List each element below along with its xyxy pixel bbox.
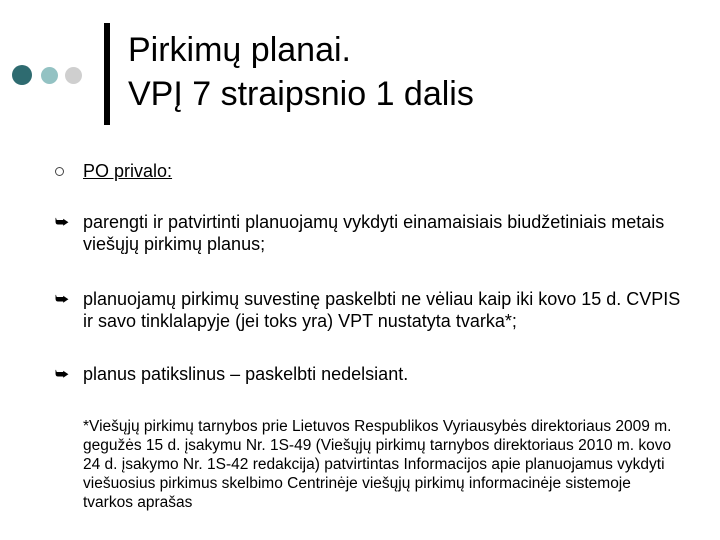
title-line-1: Pirkimų planai. — [128, 31, 351, 69]
slide-title — [128, 28, 474, 116]
title-divider — [104, 23, 110, 125]
content-heading: PO privalo: — [83, 161, 173, 181]
arrow-bullet-icon: ⮩ — [55, 214, 69, 231]
title-line-2: VPĮ 7 straipsnio 1 dalis — [128, 75, 474, 113]
footnote: *Viešųjų pirkimų tarnybos prie Lietuvos Respublikos Vyriausybės direktoriaus 2009 m. gegužės 15 d. įsakymu Nr. 1S-49 (Viešųjų pirkimų tarnybos direktoriaus 2010 m. kovo 24 d. įsakymo Nr. 1S-42 redakcija) patvirtintas Informacijos apie planuojamus vykdyti viešuosius pirkimus skelbimo Centrinėje viešųjų pirkimų informacinėje sistemoje tvarkos aprašas — [83, 418, 672, 511]
circle-bullet-icon — [55, 167, 64, 176]
list-item: planuojamų pirkimų suvestinę paskelbti ne vėliau kaip iki kovo 15 d. CVPIS ir savo tinklalapyje (jei toks yra) VPT nustatyta tvarka*; — [83, 289, 681, 331]
list-item: planus patikslinus – paskelbti nedelsiant. — [83, 364, 409, 384]
dot-dark — [12, 65, 32, 85]
dot-mid — [41, 67, 58, 84]
list-item: parengti ir patvirtinti planuojamų vykdyti einamaisiais biudžetiniais metais viešųjų pirkimų planus; — [83, 212, 665, 254]
arrow-bullet-icon: ⮩ — [55, 366, 69, 383]
arrow-bullet-icon: ⮩ — [55, 291, 69, 308]
dot-light — [65, 67, 82, 84]
